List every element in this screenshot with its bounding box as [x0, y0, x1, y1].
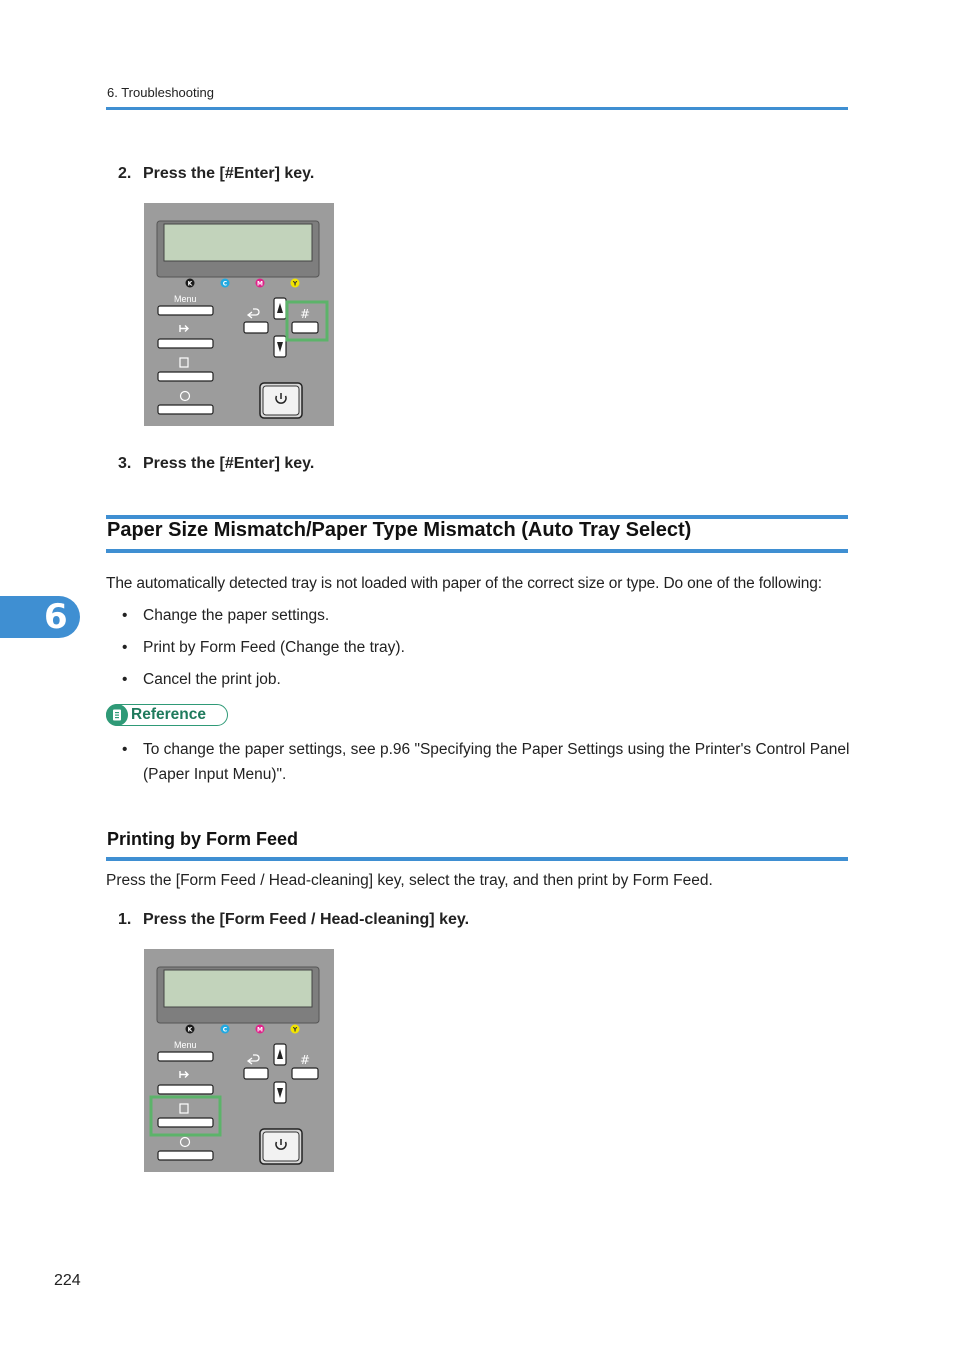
job-reset-key — [158, 339, 213, 348]
escape-icon — [248, 309, 259, 318]
menu-label: Menu — [174, 294, 197, 304]
control-panel-drawing — [144, 949, 334, 1172]
section-intro: The automatically detected tray is not loaded with paper of the correct size or type. Do one of the following: — [106, 575, 822, 592]
reference-item: • To change the paper settings, see p.96 "Specifying the Paper Settings using the Printer's Control Panel (Paper Input Menu)". — [122, 737, 852, 787]
section-rule-bottom — [106, 549, 848, 553]
section-title: Paper Size Mismatch/Paper Type Mismatch (Auto Tray Select) — [107, 519, 692, 541]
step-3 — [118, 455, 314, 473]
cancel-icon — [181, 1138, 190, 1147]
list-item-text: Change the paper settings. — [143, 607, 330, 624]
lcd-display — [164, 970, 312, 1007]
escape-key — [244, 1068, 268, 1079]
list-item: • Print by Form Feed (Change the tray). — [122, 639, 405, 656]
step-1 — [118, 911, 469, 929]
svg-text:C: C — [222, 280, 228, 288]
svg-text:K: K — [187, 280, 193, 288]
ink-indicators — [186, 279, 300, 288]
step-number: 2. — [118, 165, 132, 182]
enter-key — [292, 322, 318, 333]
enter-key — [292, 1068, 318, 1079]
step-number: 3. — [118, 455, 132, 472]
form-feed-key-highlight — [151, 1097, 220, 1135]
control-panel-drawing — [144, 203, 334, 426]
chapter-number: 6 — [44, 597, 68, 637]
ink-indicators — [186, 1025, 300, 1034]
lcd-display — [164, 224, 312, 261]
header-rule — [106, 107, 848, 110]
running-head: 6. Troubleshooting — [107, 85, 214, 100]
svg-text:C: C — [222, 1026, 228, 1034]
step-number: 1. — [118, 911, 132, 928]
cancel-key — [158, 405, 213, 414]
enter-hash-icon: # — [299, 1053, 311, 1067]
reference-text: To change the paper settings, see p.96 "Specifying the Paper Settings using the Printer's Control Panel (Paper Input Menu)". — [143, 741, 850, 783]
svg-text:Y: Y — [292, 1026, 298, 1034]
job-reset-icon — [180, 325, 188, 332]
escape-key — [244, 322, 268, 333]
list-item-text: Print by Form Feed (Change the tray). — [143, 639, 405, 656]
chapter-tab — [0, 596, 80, 638]
menu-label: Menu — [174, 1040, 197, 1050]
control-panel-illustration-form-feed — [144, 949, 334, 1172]
job-reset-key — [158, 1085, 213, 1094]
step-text: Press the [Form Feed / Head-cleaning] key. — [143, 911, 470, 928]
cancel-key — [158, 1151, 213, 1160]
escape-icon — [248, 1055, 259, 1064]
list-item: • Change the paper settings. — [122, 607, 330, 624]
subsection-title: Printing by Form Feed — [107, 829, 299, 849]
svg-text:M: M — [257, 1026, 263, 1034]
reference-label: Reference — [131, 706, 206, 723]
form-feed-key — [158, 372, 213, 381]
enter-hash-icon: # — [299, 307, 311, 321]
svg-text:K: K — [187, 1026, 193, 1034]
list-item-text: Cancel the print job. — [143, 671, 281, 688]
svg-text:M: M — [257, 280, 263, 288]
form-feed-icon — [180, 1104, 188, 1113]
form-feed-icon — [180, 358, 188, 367]
reference-icon — [106, 704, 128, 726]
page-number: 224 — [54, 1272, 81, 1289]
menu-key — [158, 1052, 213, 1061]
list-item: • Cancel the print job. — [122, 671, 281, 688]
step-2 — [118, 165, 314, 183]
reference-badge — [106, 704, 228, 726]
cancel-icon — [181, 392, 190, 401]
form-feed-key — [158, 1118, 213, 1127]
svg-text:Y: Y — [292, 280, 298, 288]
subsection-rule — [106, 857, 848, 861]
menu-key — [158, 306, 213, 315]
control-panel-illustration-enter — [144, 203, 334, 426]
subsection-intro: Press the [Form Feed / Head-cleaning] key, select the tray, and then print by Form Feed. — [106, 872, 713, 889]
step-text: Press the [#Enter] key. — [143, 455, 315, 472]
step-text: Press the [#Enter] key. — [143, 165, 315, 182]
job-reset-icon — [180, 1071, 188, 1078]
